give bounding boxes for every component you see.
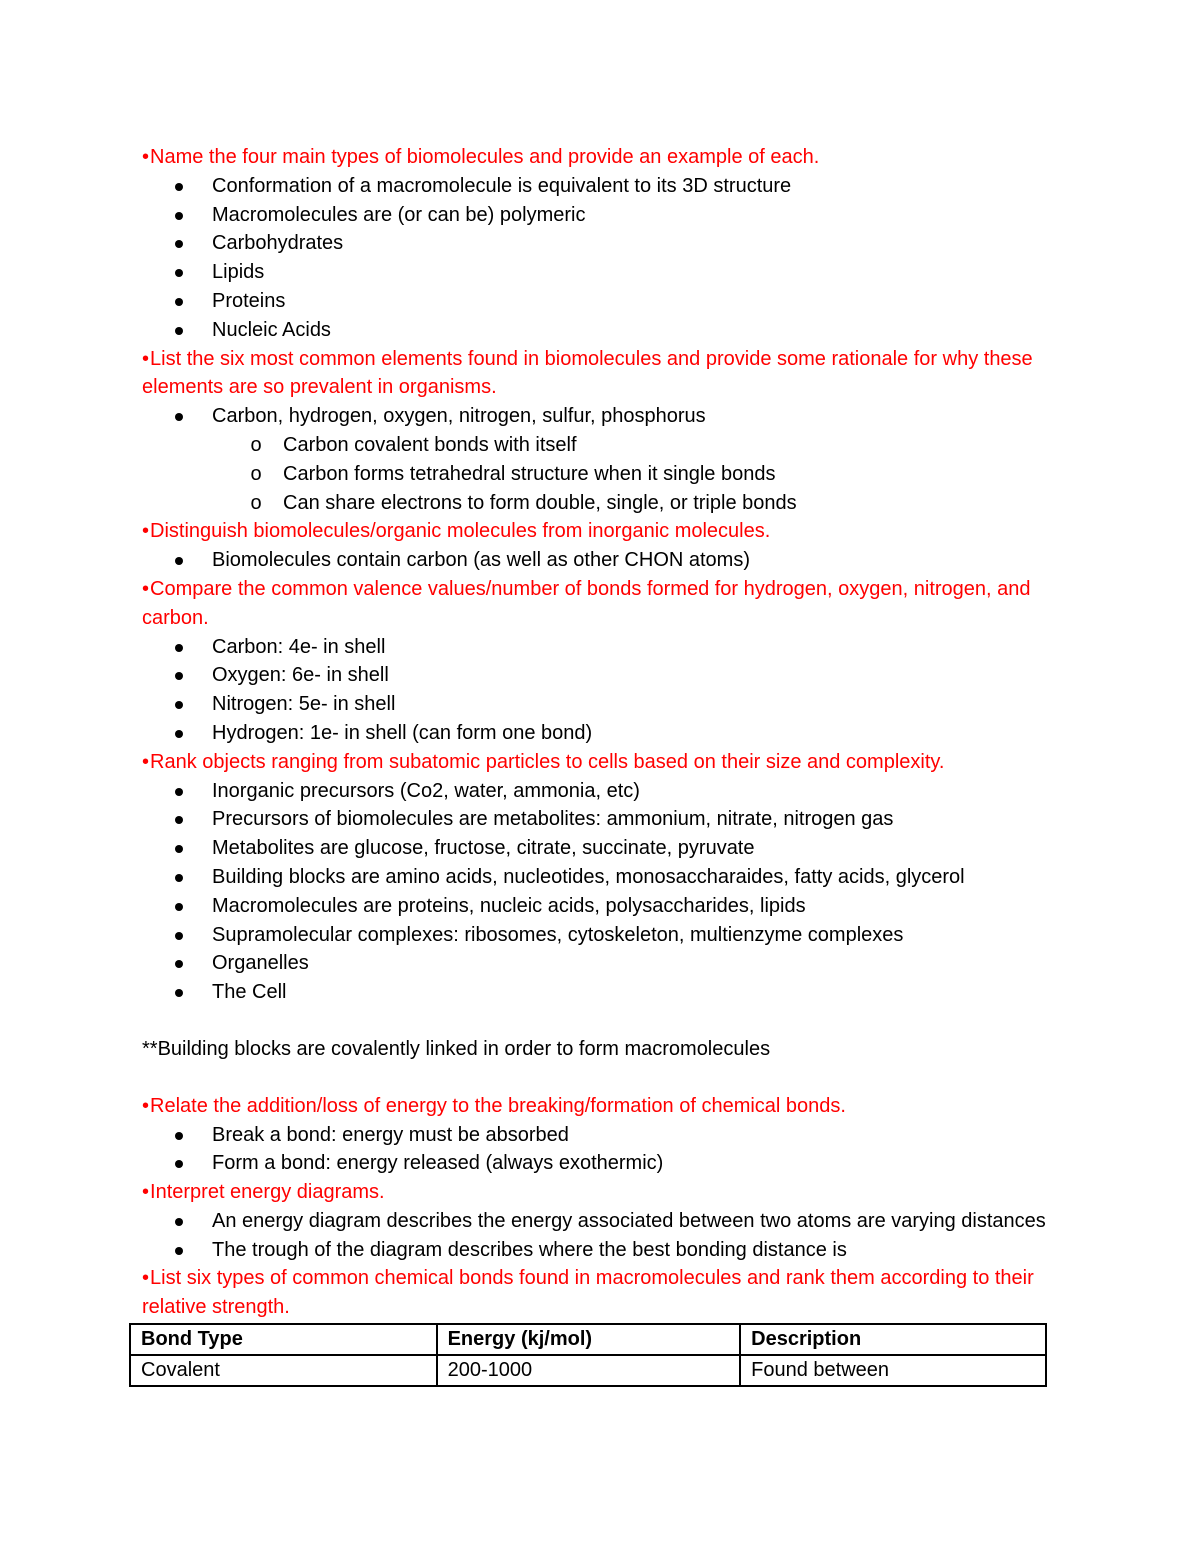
sub-bullet-circle-icon: o [250, 462, 262, 485]
list-item [142, 892, 1062, 921]
bullet-list [142, 1121, 1062, 1179]
document-content [142, 143, 1062, 1387]
table-cell: Found between [740, 1355, 1046, 1386]
bullet-dot-icon [175, 845, 183, 853]
sub-list-item-text: Carbon covalent bonds with itself [283, 433, 577, 456]
question-bullet: • [142, 347, 150, 370]
table-row [130, 1355, 1046, 1386]
list-item [142, 949, 1062, 978]
bullet-list [142, 172, 1062, 345]
list-item [142, 777, 1062, 806]
sub-bullet-list [142, 431, 1062, 517]
list-item-text: Break a bond: energy must be absorbed [212, 1123, 569, 1146]
question-bullet: • [142, 146, 150, 168]
bullet-dot-icon [175, 1218, 183, 1226]
question-heading [142, 575, 1062, 633]
bullet-dot-icon [175, 557, 183, 565]
bond-types-table [129, 1323, 1047, 1387]
bullet-dot-icon [175, 960, 183, 968]
list-item-text: Building blocks are amino acids, nucleotides, monosaccharaides, fatty acids, glycerol [212, 865, 965, 888]
list-item [142, 690, 1062, 719]
bullet-dot-icon [175, 874, 183, 882]
list-item [142, 402, 1062, 431]
list-item-text: Proteins [212, 289, 286, 312]
list-item-text: Form a bond: energy released (always exothermic) [212, 1152, 664, 1175]
table-cell: 200-1000 [437, 1355, 741, 1386]
question-text: List six types of common chemical bonds found in macromolecules and rank them according to their relative strength. [142, 1267, 1034, 1319]
list-item-text: Inorganic precursors (Co2, water, ammonia, etc) [212, 779, 640, 802]
bullet-dot-icon [175, 183, 183, 191]
bullet-list [142, 1207, 1062, 1265]
sub-list-item [142, 431, 1062, 460]
question-bullet: • [142, 520, 150, 543]
bullet-list [142, 402, 1062, 431]
question-text: Relate the addition/loss of energy to the breaking/formation of chemical bonds. [150, 1094, 846, 1117]
list-item-text: Carbon, hydrogen, oxygen, nitrogen, sulfur, phosphorus [212, 405, 706, 428]
list-item-text: An energy diagram describes the energy associated between two atoms are varying distances [212, 1209, 1046, 1232]
list-item-text: Precursors of biomolecules are metabolites: ammonium, nitrate, nitrogen gas [212, 808, 894, 831]
list-item [142, 1121, 1062, 1150]
list-item [142, 1236, 1062, 1265]
bullet-dot-icon [175, 212, 183, 220]
question-bullet: • [142, 750, 150, 773]
bullet-dot-icon [175, 413, 183, 421]
question-text: Compare the common valence values/number of bonds formed for hydrogen, oxygen, nitrogen, and carbon. [142, 577, 1031, 629]
bullet-list [142, 546, 1062, 575]
list-item-text: Oxygen: 6e- in shell [212, 664, 389, 687]
question-heading [142, 1092, 1062, 1121]
list-item-text: Metabolites are glucose, fructose, citrate, succinate, pyruvate [212, 837, 755, 860]
table-header-row [130, 1324, 1046, 1355]
list-item [142, 546, 1062, 575]
list-item [142, 863, 1062, 892]
sub-list-item [142, 489, 1062, 518]
question-bullet: • [142, 1267, 150, 1290]
question-text: List the six most common elements found in biomolecules and provide some rationale for why these elements are so prevalent in organisms. [142, 347, 1033, 399]
list-item [142, 172, 1062, 201]
sub-list-item [142, 460, 1062, 489]
list-item-text: Nucleic Acids [212, 318, 331, 341]
sub-list-item-text: Can share electrons to form double, single, or triple bonds [283, 491, 797, 514]
list-item-text: Lipids [212, 261, 265, 284]
question-heading [142, 517, 1062, 546]
list-item [142, 229, 1062, 258]
bullet-dot-icon [175, 327, 183, 335]
bullet-dot-icon [175, 1247, 183, 1255]
bullet-dot-icon [175, 701, 183, 709]
bullet-dot-icon [175, 1160, 183, 1168]
bullet-dot-icon [175, 269, 183, 277]
list-item-text: Nitrogen: 5e- in shell [212, 693, 396, 716]
list-item-text: Organelles [212, 952, 309, 975]
bullet-dot-icon [175, 1132, 183, 1140]
list-item-text: The trough of the diagram describes where the best bonding distance is [212, 1238, 847, 1261]
list-item-text: Supramolecular complexes: ribosomes, cytoskeleton, multienzyme complexes [212, 923, 904, 946]
list-item [142, 661, 1062, 690]
bullet-dot-icon [175, 932, 183, 940]
blank-line [142, 1007, 1062, 1035]
sub-bullet-circle-icon: o [250, 491, 262, 514]
list-item-text: Carbon: 4e- in shell [212, 635, 386, 658]
list-item-text: Macromolecules are proteins, nucleic acids, polysaccharides, lipids [212, 894, 806, 917]
list-item [142, 805, 1062, 834]
bullet-dot-icon [175, 672, 183, 680]
list-item-text: Hydrogen: 1e- in shell (can form one bond) [212, 721, 593, 744]
table-header-cell: Energy (kj/mol) [437, 1324, 741, 1355]
question-text: Interpret energy diagrams. [150, 1181, 385, 1204]
list-item [142, 719, 1062, 748]
question-heading [142, 143, 1062, 172]
question-text: Rank objects ranging from subatomic particles to cells based on their size and complexity. [150, 750, 945, 773]
list-item-text: Biomolecules contain carbon (as well as other CHON atoms) [212, 549, 750, 572]
list-item [142, 316, 1062, 345]
bullet-dot-icon [175, 989, 183, 997]
note-text: **Building blocks are covalently linked in order to form macromolecules [142, 1037, 771, 1060]
question-heading [142, 345, 1062, 403]
question-bullet: • [142, 577, 150, 600]
bullet-dot-icon [175, 816, 183, 824]
question-bullet: • [142, 1181, 150, 1204]
question-text: Name the four main types of biomolecules and provide an example of each. [150, 146, 820, 168]
table-header-cell: Description [740, 1324, 1046, 1355]
question-heading [142, 748, 1062, 777]
question-text: Distinguish biomolecules/organic molecules from inorganic molecules. [150, 520, 771, 543]
list-item [142, 258, 1062, 287]
blank-line [142, 1064, 1062, 1092]
list-item [142, 633, 1062, 662]
bullet-dot-icon [175, 903, 183, 911]
list-item [142, 201, 1062, 230]
list-item-text: Macromolecules are (or can be) polymeric [212, 203, 586, 226]
list-item [142, 978, 1062, 1007]
list-item-text: Carbohydrates [212, 232, 344, 255]
question-heading [142, 1264, 1062, 1322]
list-item [142, 287, 1062, 316]
table-header-cell: Bond Type [130, 1324, 437, 1355]
bullet-dot-icon [175, 644, 183, 652]
list-item [142, 1207, 1062, 1236]
bullet-list [142, 633, 1062, 748]
list-item-text: Conformation of a macromolecule is equivalent to its 3D structure [212, 174, 792, 197]
bullet-list [142, 777, 1062, 1007]
table-cell: Covalent [130, 1355, 437, 1386]
bullet-dot-icon [175, 240, 183, 248]
bullet-dot-icon [175, 730, 183, 738]
sub-bullet-circle-icon: o [250, 433, 262, 456]
question-heading [142, 1178, 1062, 1207]
sub-list-item-text: Carbon forms tetrahedral structure when it single bonds [283, 462, 776, 485]
list-item-text: The Cell [212, 981, 287, 1004]
bullet-dot-icon [175, 298, 183, 306]
question-bullet: • [142, 1094, 150, 1117]
list-item [142, 1149, 1062, 1178]
list-item [142, 921, 1062, 950]
bullet-dot-icon [175, 788, 183, 796]
list-item [142, 834, 1062, 863]
